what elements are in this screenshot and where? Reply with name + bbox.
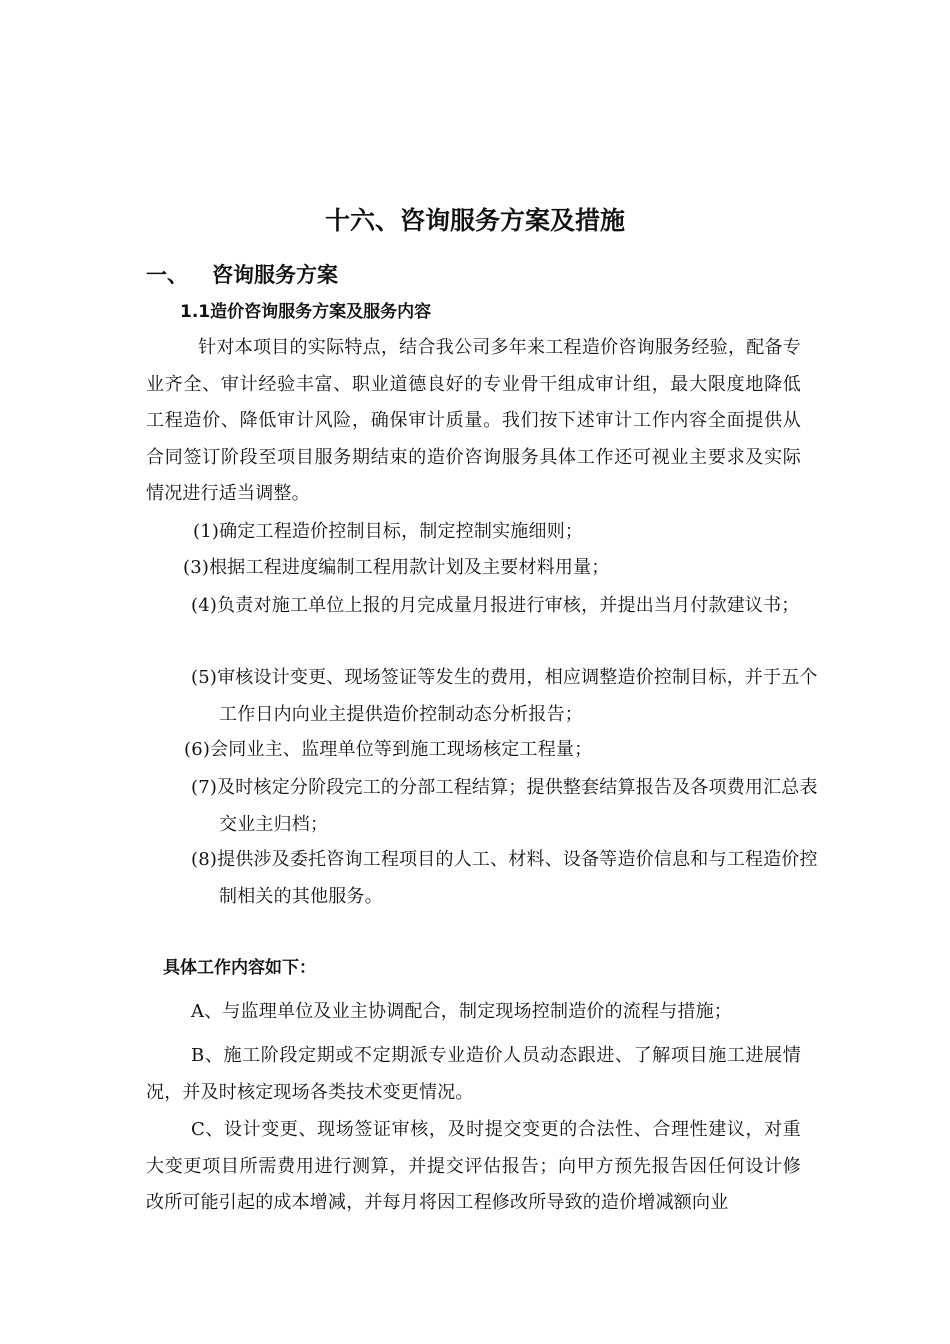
intro-paragraph: 针对本项目的实际特点，结合我公司多年来工程造价咨询服务经验，配备专业齐全、审计经验丰富、职业道德良好的专业骨干组成审计组，最大限度地降低工程造价、降低审计风险，确保审计质量。我们按下述审计工作内容全面提供从合同签订阶段至项目服务期结束的造价咨询服务具体工作还可视业主要求及实际情况进行适当调整。 [146,337,801,505]
list-item-4: (4)负责对施工单位上报的月完成量月报进行审核，并提出当月付款建议书； [191,595,800,616]
section-title: 咨询服务方案 [212,263,338,287]
list-item-8: (8)提供涉及委托咨询工程项目的人工、材料、设备等造价信息和与工程造价控制相关的其他服务。 [191,849,818,907]
page-title: 十六、咨询服务方案及措施 [324,206,625,235]
list-item-1: (1)确定工程造价控制目标，制定控制实施细则； [193,521,584,542]
subsection-heading: 1.1造价咨询服务方案及服务内容 [180,302,432,322]
work-item-a: A、与监理单位及业主协调配合，制定现场控制造价的流程与措施； [191,1001,732,1022]
list-item-7: (7)及时核定分阶段完工的分部工程结算；提供整套结算报告及各项费用汇总表交业主归档； [191,777,818,835]
work-heading: 具体工作内容如下： [163,958,316,978]
work-item-b: B、施工阶段定期或不定期派专业造价人员动态跟进、了解项目施工进展情况，并及时核定现场各类技术变更情况。 [146,1045,801,1103]
section-heading [146,259,338,291]
section-number: 一、 [146,263,188,287]
list-item-5: (5)审核设计变更、现场签证等发生的费用，相应调整造价控制目标，并于五个工作日内向业主提供造价控制动态分析报告； [191,667,818,725]
list-item-6: (6)会同业主、监理单位等到施工现场核定工程量； [184,739,593,760]
work-item-c: C、设计变更、现场签证审核，及时提交变更的合法性、合理性建议，对重大变更项目所需费用进行测算，并提交评估报告；向甲方预先报告因任何设计修改所可能引起的成本增减，并每月将因工程修改所导致的造价增减额向业 [146,1119,801,1214]
list-item-3: (3)根据工程进度编制工程用款计划及主要材料用量； [183,557,610,578]
